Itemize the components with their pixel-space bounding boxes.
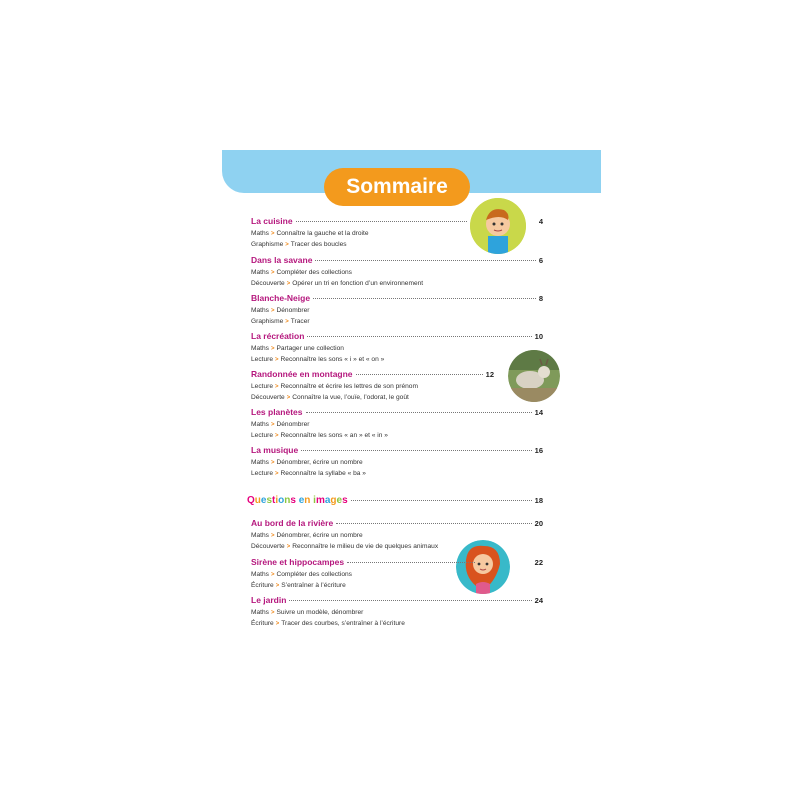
title-letter: o (278, 495, 285, 506)
toc-entry-row (251, 216, 543, 229)
title-letter: Q (247, 495, 255, 506)
toc-entry (251, 216, 543, 255)
toc-page-number: 6 (538, 256, 543, 265)
subject-label: Graphisme (251, 240, 284, 248)
arrow-icon: > (275, 582, 280, 589)
toc-page-number: 22 (534, 558, 543, 567)
subject-task: Dénombrer, écrire un nombre (276, 532, 363, 539)
subject-label: Maths (251, 571, 269, 578)
toc-page-number: 12 (485, 370, 494, 379)
title-letter: g (330, 495, 337, 506)
table-of-contents (247, 216, 543, 633)
toc-sub-item (251, 268, 543, 279)
toc-sub-item (251, 393, 543, 404)
dot-leader (289, 600, 531, 601)
title-letter: a (324, 495, 331, 506)
toc-page-number: 20 (534, 519, 543, 528)
toc-entry-title[interactable]: La récréation (251, 331, 305, 341)
toc-sub-item (251, 317, 543, 328)
toc-sub-item (251, 344, 543, 355)
subject-task: Dénombrer, écrire un nombre (276, 459, 363, 466)
arrow-icon: > (270, 308, 275, 314)
subject-label: Maths (251, 421, 269, 428)
title-letter: n (284, 495, 291, 506)
subject-task: Reconnaître le milieu de vie de quelques animaux (292, 542, 439, 550)
title-letter: s (290, 495, 296, 506)
toc-sub-item (251, 608, 543, 619)
dot-leader (336, 523, 531, 524)
toc-entry-row (251, 407, 543, 420)
subject-label: Maths (251, 345, 269, 352)
toc-sub-item (251, 531, 543, 542)
dot-leader (296, 221, 467, 222)
toc-entry (251, 445, 543, 495)
toc-sub-item (251, 229, 543, 240)
arrow-icon: > (270, 533, 275, 539)
title-letter: e (260, 495, 267, 506)
toc-entry-title[interactable]: Dans la savane (251, 255, 313, 265)
toc-entry-title[interactable] (247, 495, 348, 506)
subject-task: Dénombrer (276, 307, 310, 314)
subject-task: Compléter des collections (276, 269, 352, 276)
title-letter: i (313, 495, 316, 506)
toc-entry-row (247, 495, 543, 508)
arrow-icon: > (275, 356, 279, 363)
toc-entry-title[interactable]: La cuisine (251, 216, 293, 226)
subject-task: Tracer (290, 317, 310, 325)
toc-sub-item (251, 542, 543, 553)
subject-task: S’entraîner à l’écriture (281, 581, 346, 589)
toc-page-number: 14 (534, 408, 543, 417)
arrow-icon: > (270, 422, 275, 428)
toc-entry-title[interactable]: Randonnée en montagne (251, 369, 353, 379)
subject-label: Maths (251, 269, 269, 276)
toc-entry (251, 293, 543, 331)
toc-page-number: 8 (538, 294, 543, 303)
arrow-icon: > (270, 270, 275, 276)
title-letter: i (275, 495, 279, 506)
toc-entry-row (251, 331, 543, 344)
subject-label: Découverte (251, 542, 285, 550)
toc-page-number: 18 (534, 496, 543, 505)
subject-label: Lecture (251, 355, 273, 363)
arrow-icon: > (270, 572, 275, 578)
title-letter: s (266, 495, 273, 506)
subject-task: Reconnaître et écrire les lettres de son prénom (280, 383, 418, 390)
arrow-icon: > (285, 241, 289, 248)
subject-label: Maths (251, 609, 269, 616)
subject-label: Découverte (251, 393, 285, 401)
toc-page-number: 4 (538, 217, 543, 226)
toc-sub-item (251, 240, 543, 251)
dot-leader (351, 500, 532, 501)
toc-page-number: 24 (534, 596, 543, 605)
dot-leader (301, 450, 531, 451)
subject-task: Tracer des courbes, s’entraîner à l’écriture (281, 619, 405, 627)
toc-entry-row (251, 445, 543, 458)
subject-task: Compléter des collections (276, 571, 352, 578)
toc-entry-title[interactable]: La musique (251, 445, 299, 455)
toc-entry (251, 557, 543, 595)
subject-label: Graphisme (251, 317, 284, 325)
page-title: Sommaire (324, 168, 470, 206)
toc-sub-item (251, 570, 543, 581)
toc-entry-row (251, 255, 543, 268)
dot-leader (347, 562, 475, 563)
dot-leader (315, 260, 535, 261)
title-letter: e (336, 495, 343, 506)
arrow-icon: > (275, 384, 279, 390)
toc-entry (251, 518, 543, 557)
toc-sub-item (251, 420, 543, 431)
toc-sub-item (251, 382, 543, 393)
arrow-icon: > (286, 394, 291, 401)
toc-entry-row (251, 518, 543, 531)
subject-label: Écriture (251, 581, 274, 589)
arrow-icon: > (286, 543, 291, 550)
subject-task: Connaître la gauche et la droite (276, 230, 369, 237)
toc-entry-row (251, 557, 543, 570)
subject-task: Reconnaître la syllabe « ba » (280, 469, 366, 477)
title-letter: m (315, 495, 325, 506)
subject-label: Découverte (251, 279, 285, 287)
subject-label: Maths (251, 307, 269, 314)
arrow-icon: > (270, 346, 275, 352)
subject-task: Suivre un modèle, dénombrer (276, 609, 364, 616)
subject-label: Lecture (251, 431, 273, 439)
subject-task: Connaître la vue, l’ouïe, l’odorat, le goût (292, 393, 409, 401)
subject-label: Lecture (251, 383, 273, 390)
subject-task: Reconnaître les sons « an » et « in » (280, 431, 388, 439)
arrow-icon: > (270, 460, 275, 466)
subject-task: Dénombrer (276, 421, 310, 428)
arrow-icon: > (270, 231, 275, 237)
subject-label: Maths (251, 459, 269, 466)
subject-task: Tracer des boucles (290, 240, 347, 248)
toc-entry-questions (247, 495, 543, 518)
arrow-icon: > (275, 620, 280, 627)
arrow-icon: > (275, 470, 279, 477)
toc-entry-title[interactable]: Sirène et hippocampes (251, 557, 345, 567)
title-letter: e (298, 495, 305, 506)
toc-entry (251, 331, 543, 369)
toc-entry-title[interactable]: Au bord de la rivière (251, 518, 334, 528)
subject-task: Partager une collection (276, 345, 344, 352)
dot-leader (356, 374, 483, 375)
toc-sub-item (251, 431, 543, 442)
toc-entry-title[interactable]: Le jardin (251, 595, 287, 605)
title-letter: t (272, 495, 276, 506)
subject-label: Lecture (251, 469, 273, 477)
arrow-icon: > (285, 318, 289, 325)
arrow-icon: > (270, 610, 275, 616)
toc-sub-item (251, 458, 543, 469)
toc-entry (251, 595, 543, 633)
dot-leader (306, 412, 532, 413)
toc-entry (251, 407, 543, 445)
subject-task: Opérer un tri en fonction d’un environnement (292, 279, 424, 287)
toc-page-number: 16 (534, 446, 543, 455)
toc-sub-item (251, 619, 543, 630)
arrow-icon: > (275, 432, 279, 439)
toc-sub-item (251, 581, 543, 592)
dot-leader (307, 336, 531, 337)
toc-entry-row (251, 595, 543, 608)
subject-label: Maths (251, 230, 269, 237)
title-letter: s (342, 495, 348, 506)
toc-entry (251, 369, 543, 407)
subject-label: Maths (251, 532, 269, 539)
toc-entry-title[interactable]: Les planètes (251, 407, 303, 417)
toc-page-number: 10 (534, 332, 543, 341)
dot-leader (313, 298, 536, 299)
toc-entry-row (251, 293, 543, 306)
subject-task: Reconnaître les sons « i » et « on » (280, 355, 385, 363)
toc-sub-item (251, 469, 543, 480)
subject-label: Écriture (251, 619, 274, 627)
toc-sub-item (251, 306, 543, 317)
title-letter: n (304, 495, 311, 506)
toc-entry-title[interactable]: Blanche-Neige (251, 293, 311, 303)
title-letter: u (254, 495, 261, 506)
toc-entry (251, 255, 543, 293)
arrow-icon: > (286, 280, 291, 287)
toc-sub-item (251, 279, 543, 290)
toc-entry-row (251, 369, 543, 382)
toc-sub-item (251, 355, 543, 366)
